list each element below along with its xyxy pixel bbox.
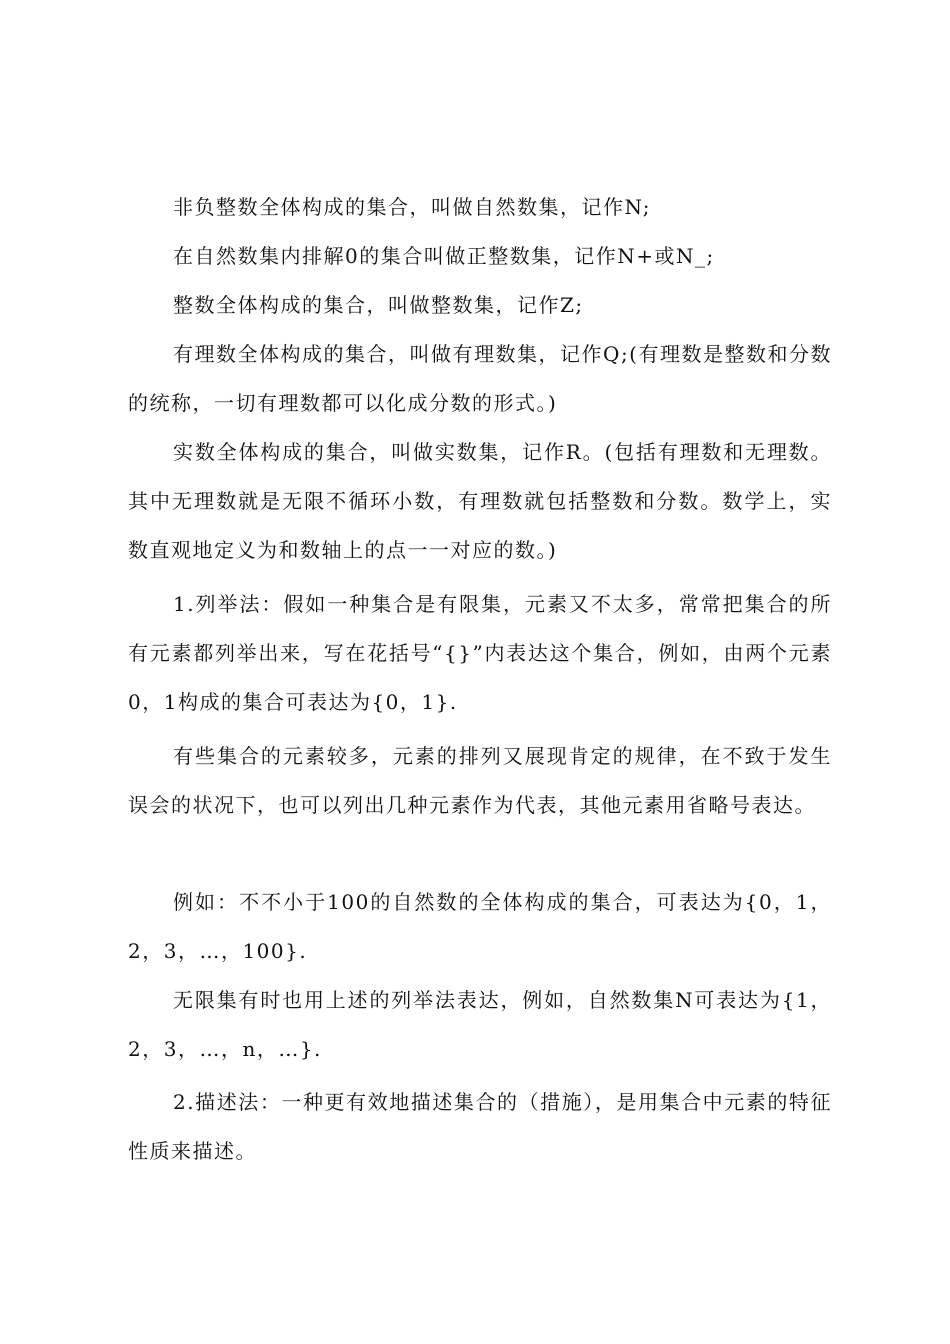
paragraph-natural-numbers: 非负整数全体构成的集合，叫做自然数集，记作N; (173, 195, 652, 219)
paragraph-ellipsis-notation: 有些集合的元素较多，元素的排列又展现肯定的规律，在不致于发生误会的状况下，也可以列出几种元素作为代表，其他元素用省略号表达。 (128, 744, 832, 817)
paragraph-example-100: 例如：不不小于100的自然数的全体构成的集合，可表达为{0，1，2，3，…，100}. (128, 890, 832, 963)
paragraph-description-method: 2.描述法：一种更有效地描述集合的（措施），是用集合中元素的特征性质来描述。 (128, 1090, 832, 1163)
paragraph-real-numbers: 实数全体构成的集合，叫做实数集，记作R。(包括有理数和无理数。其中无理数就是无限不循环小数，有理数就包括整数和分数。数学上，实数直观地定义为和数轴上的点一一对应的数。) (128, 440, 832, 562)
paragraph-positive-integers: 在自然数集内排解0的集合叫做正整数集，记作N+或N_; (173, 244, 715, 268)
paragraph-infinite-set: 无限集有时也用上述的列举法表达，例如，自然数集N可表达为{1，2，3，…，n，…}. (128, 988, 832, 1061)
paragraph-rational-numbers: 有理数全体构成的集合，叫做有理数集，记作Q;(有理数是整数和分数的统称，一切有理数都可以化成分数的形式。) (128, 342, 832, 415)
paragraph-integers: 整数全体构成的集合，叫做整数集，记作Z; (173, 293, 584, 317)
paragraph-enumeration-method: 1.列举法：假如一种集合是有限集，元素又不太多，常常把集合的所有元素都列举出来，写在花括号“{}”内表达这个集合，例如，由两个元素0，1构成的集合可表达为{0，1}. (128, 592, 832, 714)
